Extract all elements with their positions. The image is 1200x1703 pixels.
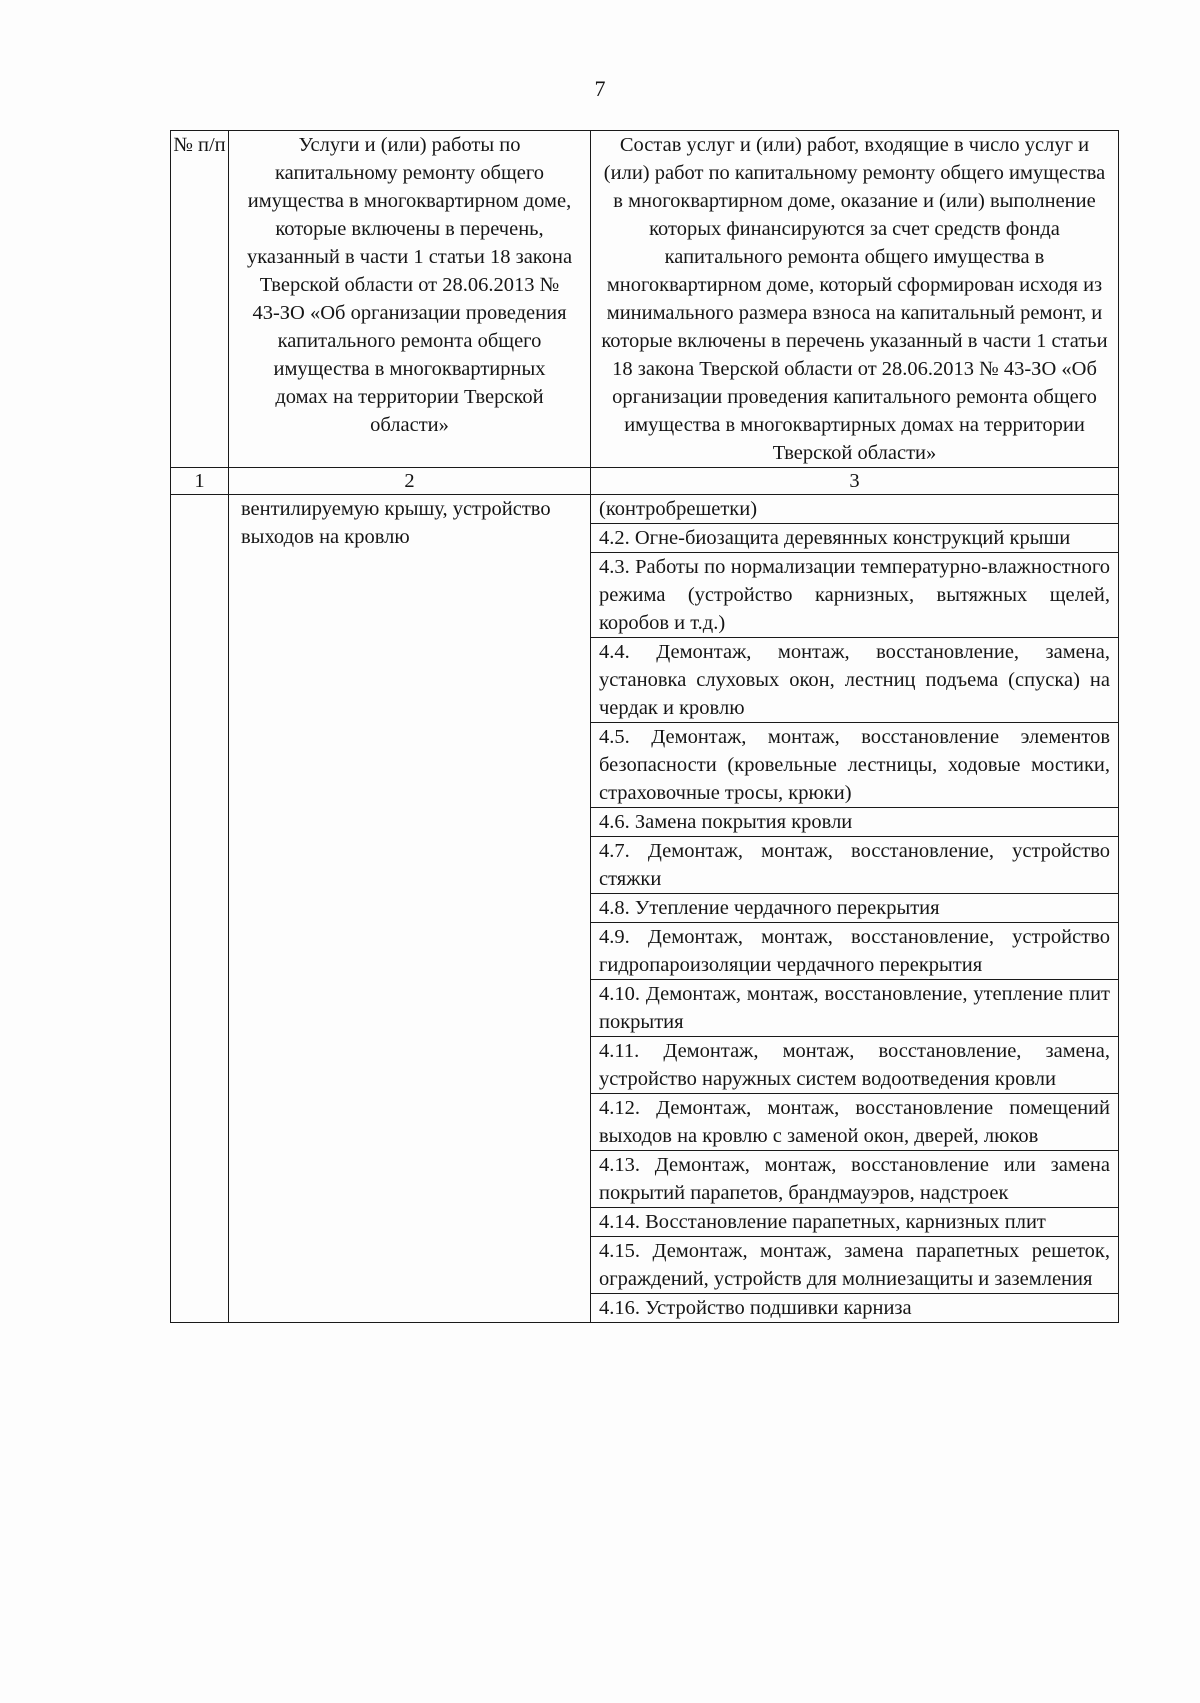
header-number [171, 131, 229, 468]
list-item: 4.15. Демонтаж, монтаж, замена парапетных решеток, ограждений, устройств для молниезащиты и заземления [591, 1237, 1118, 1294]
header-number-text: № п/п [173, 134, 226, 156]
list-item: 4.7. Демонтаж, монтаж, восстановление, устройство стяжки [591, 837, 1118, 894]
row-items-cell [591, 495, 1119, 1323]
column-number-2: 2 [229, 468, 591, 495]
header-composition [591, 131, 1119, 468]
list-item: 4.2. Огне-биозащита деревянных конструкций крыши [591, 524, 1118, 553]
list-item: 4.9. Демонтаж, монтаж, восстановление, устройство гидропароизоляции чердачного перекрытия [591, 923, 1118, 980]
row-service-cell [229, 495, 591, 1323]
list-item: 4.13. Демонтаж, монтаж, восстановление или замена покрытий парапетов, брандмауэров, надстроек [591, 1151, 1118, 1208]
list-item: 4.8. Утепление чердачного перекрытия [591, 894, 1118, 923]
column-number-1: 1 [171, 468, 229, 495]
list-item: 4.12. Демонтаж, монтаж, восстановление помещений выходов на кровлю с заменой окон, дверей, люков [591, 1094, 1118, 1151]
table-header-row [171, 131, 1119, 468]
header-services [229, 131, 591, 468]
list-item: 4.4. Демонтаж, монтаж, восстановление, замена, установка слуховых окон, лестниц подъема (спуска) на чердак и кровлю [591, 638, 1118, 723]
list-item: 4.14. Восстановление парапетных, карнизных плит [591, 1208, 1118, 1237]
header-composition-text: Состав услуг и (или) работ, входящие в число услуг и (или) работ по капитальному ремонту общего имущества в многоквартирном доме, оказание и (или) выполнение которых финансируются за счет средств фонда капитального ремонта общего имущества в многоквартирном доме, который сформирован исходя из минимального размера взноса на капитальный ремонт, и которые включены в перечень указанный в части 1 статьи 18 закона Тверской области от 28.06.2013 № 43-ЗО «Об организации проведения капитального ремонта общего имущества в многоквартирных домах на территории Тверской области» [601, 134, 1108, 464]
table-row [171, 495, 1119, 1323]
row-number-cell [171, 495, 229, 1323]
row-service-text: вентилируемую крышу, устройство выходов на кровлю [241, 498, 551, 548]
list-item: 4.3. Работы по нормализации температурно-влажностного режима (устройство карнизных, вытяжных щелей, коробов и т.д.) [591, 553, 1118, 638]
column-number-3: 3 [591, 468, 1119, 495]
list-item: 4.16. Устройство подшивки карниза [599, 1297, 912, 1319]
page-number: 7 [594, 76, 606, 101]
header-services-text: Услуги и (или) работы по капитальному ремонту общего имущества в многоквартирном доме, которые включены в перечень, указанный в части 1 статьи 18 закона Тверской области от 28.06.2013 № 43-ЗО «Об организации проведения капитального ремонта общего имущества в многоквартирных домах на территории Тверской области» [246, 134, 573, 436]
column-number-row [171, 468, 1119, 495]
list-item: 4.11. Демонтаж, монтаж, восстановление, замена, устройство наружных систем водоотведения кровли [591, 1037, 1118, 1094]
list-item: (контробрешетки) [591, 495, 1118, 524]
services-table [170, 130, 1119, 1323]
list-item: 4.5. Демонтаж, монтаж, восстановление элементов безопасности (кровельные лестницы, ходовые мостики, страховочные тросы, крюки) [591, 723, 1118, 808]
list-item: 4.6. Замена покрытия кровли [591, 808, 1118, 837]
list-item: 4.10. Демонтаж, монтаж, восстановление, утепление плит покрытия [591, 980, 1118, 1037]
